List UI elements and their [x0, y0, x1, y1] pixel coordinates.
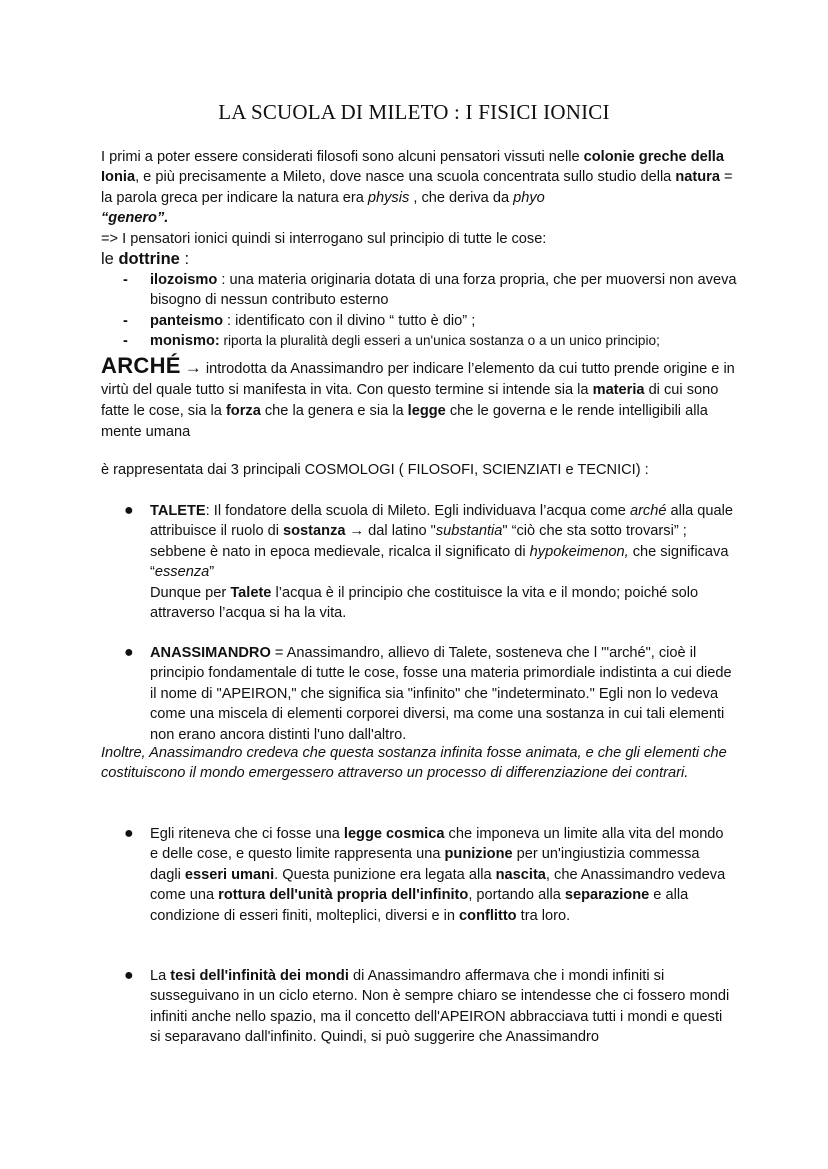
list-item: [123, 311, 743, 331]
bullet-icon: ●: [124, 825, 134, 842]
dash-mark: -: [123, 312, 128, 329]
intro-text: = la parola greca per indicare la natura era: [101, 169, 733, 206]
mondi-text: di Anassimandro affermava che i mondi infiniti si susseguivano in un ciclo eterno. Non è sempre chiaro se intendesse che ci fossero mondi infiniti anche nello spazio, ma il concetto dell'APEIRON abbracciava tutti i mondi e questi si separavano dall'infinito. Quindi, si può suggerire che Anassimandro: [150, 968, 730, 1046]
legge-text: e alla condizione di esseri finiti, molteplici, diversi e in: [150, 887, 689, 924]
talete-text: alla quale attribuisce il ruolo di: [150, 503, 734, 540]
text-panteismo: : identificato con il divino “ tutto è dio” ;: [222, 312, 476, 329]
legge-bold: conflitto: [459, 907, 517, 924]
anassimandro-text: = Anassimandro, allievo di Talete, sosteneva che l '"arché", cioè il principio fondamentale di tutte le cose, fosse una materia primordiale indistinta a cui diede il nome di "APEIRON," che significa sia "infinito" che "indeterminato." Egli non lo vedeva come una miscela di elementi corporei diversi, ma come una sostanza in cui tali elementi non erano ancora distinti l'uno dall'altro.: [150, 645, 732, 743]
talete-italic: arché: [629, 503, 667, 519]
talete-text: Dunque per: [150, 584, 231, 601]
legge-text: per un'ingiustizia commessa dagli: [150, 846, 700, 883]
mondi-bold: tesi dell'infinità dei mondi: [170, 968, 349, 984]
inoltre-paragraph: Inoltre, Anassimandro credeva che questa sostanza infinita fosse animata, e che gli elementi che costituiscono il mondo emergessero attraverso un processo di differenziazione dei contrari.: [101, 745, 727, 782]
legge-bold: legge cosmica: [343, 826, 445, 842]
arche-text: di cui sono fatte le cose, sia la: [101, 382, 719, 419]
legge-bold: separazione: [564, 887, 650, 904]
talete-text: l’acqua è il principio che costituisce la vita e il mondo; poiché solo attraverso l’acqua si ha la vita.: [150, 584, 699, 622]
talete-text: " “ciò che sta sotto trovarsi” ; sebbene è nato in epoca medievale, ricalca il significato di: [150, 523, 687, 560]
intro-text: , che deriva da: [409, 189, 514, 206]
term-ilozoismo: ilozoismo: [150, 272, 218, 288]
dash-mark: -: [123, 272, 128, 288]
legge-bold: rottura dell'unità propria dell'infinito: [218, 887, 469, 904]
talete-italic: substantia: [435, 523, 503, 540]
text-monismo: riporta la pluralità degli esseri a un'unica sostanza o a un unico principio;: [219, 333, 660, 349]
intro-bold-genero: “genero”.: [101, 210, 169, 227]
cosmologi-line: è rappresentata dai 3 principali COSMOLOGI ( FILOSOFI, SCIENZIATI e TECNICI) :: [101, 462, 649, 478]
arche-text: che le governa e le rende intelligibili alla mente umana: [101, 403, 708, 440]
intro-italic-physis: physis: [367, 189, 410, 206]
intro-italic-phyo: phyo: [513, 189, 545, 206]
doctrines-list: [123, 270, 743, 352]
legge-bold: nascita: [495, 866, 546, 883]
bullet-icon: ●: [124, 967, 134, 984]
talete-italic: hypokeimenon,: [529, 543, 629, 560]
arche-bold-forza: forza: [225, 403, 261, 419]
legge-text: tra loro.: [516, 907, 571, 924]
intro-bold-colonie: colonie greche della Ionia: [101, 149, 724, 186]
talete-text: ”: [209, 564, 215, 581]
legge-text: che imponeva un limite alla vita del mondo e delle cose, e questo limite rappresenta una: [150, 826, 724, 863]
intro-bold-natura: natura: [675, 169, 720, 186]
list-item: [123, 270, 743, 311]
page-title: LA SCUOLA DI MILETO : I FISICI IONICI: [218, 100, 610, 124]
intro-line-ionici: => I pensatori ionici quindi si interrogano sul principio di tutte le cose:: [101, 230, 547, 247]
mondi-item: [124, 966, 734, 1048]
mondi-text: La: [150, 968, 171, 984]
talete-italic: essenza: [154, 564, 210, 581]
legge-text: Egli riteneva che ci fosse una: [150, 826, 344, 842]
anassimandro-name: ANASSIMANDRO: [150, 645, 271, 661]
dottrine-colon: :: [179, 250, 190, 269]
intro-text: I primi a poter essere considerati filosofi sono alcuni pensatori vissuti nelle: [101, 149, 584, 165]
dottrine-heading: dottrine: [118, 250, 180, 269]
arche-bold-legge: legge: [407, 403, 446, 419]
legge-text: . Questa punizione era legata alla: [274, 866, 496, 883]
arche-paragraph: [101, 355, 741, 443]
talete-bold: Talete: [230, 584, 272, 601]
legge-bold: esseri umani: [184, 866, 275, 883]
talete-name: TALETE: [150, 503, 206, 519]
talete-text: : Il fondatore della scuola di Mileto. Egli individuava l’acqua come: [205, 503, 630, 519]
text-ilozoismo: : una materia originaria dotata di una forza propria, che per muoversi non aveva bisogno di nessun contributo esterno: [150, 272, 737, 309]
talete-text: → dal latino ": [345, 523, 436, 540]
legge-bold: punizione: [444, 846, 513, 863]
bullet-icon: ●: [124, 644, 134, 661]
legge-text: , portando alla: [468, 887, 565, 904]
talete-bold-sostanza: sostanza: [283, 523, 346, 540]
le-label: le: [101, 250, 119, 269]
arche-text: che la genera e sia la: [260, 403, 408, 419]
anassimandro-item: [124, 643, 734, 745]
talete-item: [124, 501, 734, 623]
intro-paragraph: [101, 147, 741, 270]
intro-text: , e più precisamente a Mileto, dove nasce una scuola concentrata sullo studio della: [135, 169, 676, 186]
legge-text: , che Anassimandro vedeva come una: [150, 866, 726, 904]
legge-item: [124, 824, 734, 926]
bullet-icon: ●: [124, 502, 134, 519]
term-panteismo: panteismo: [150, 312, 223, 329]
arche-bold-materia: materia: [592, 382, 645, 398]
arrow-icon: →: [184, 358, 202, 377]
dash-mark: -: [123, 333, 128, 350]
arche-text: introdotta da Anassimandro per indicare l’elemento da cui tutto prende origine e in virtù del quale tutto si manifesta in vita. Con questo termine si intende sia la: [101, 361, 735, 398]
arche-heading: ARCHÉ: [101, 353, 181, 378]
list-item: [123, 331, 743, 351]
talete-text: che significava “: [150, 543, 729, 581]
term-monismo: monismo:: [150, 333, 220, 350]
